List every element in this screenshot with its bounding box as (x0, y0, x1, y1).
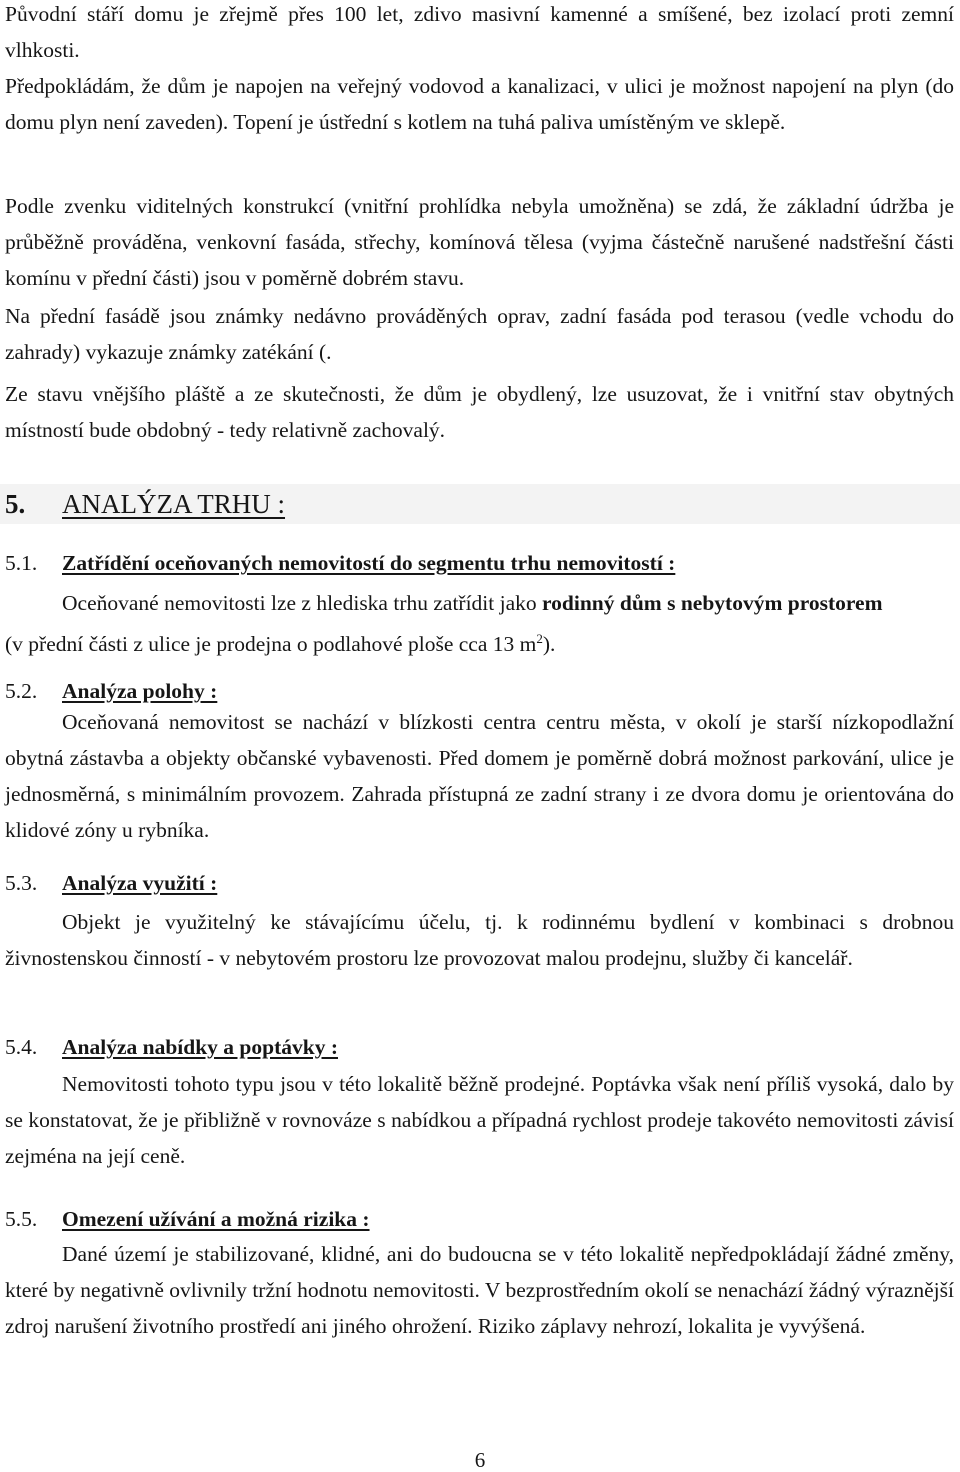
intro-paragraph-3: Podle zvenku viditelných konstrukcí (vnitřní prohlídka nebyla umožněna) se zdá, že základní údržba je průběžně prováděna, venkovní fasáda, střechy, komínová tělesa (vyjma částečně narušené nadstřešní části komínu v přední části) jsou v poměrně dobrém stavu. (5, 194, 954, 290)
section-heading-5-2 (5, 676, 217, 706)
page-number: 6 (474, 1448, 486, 1472)
section-number: 5.3. (5, 871, 38, 895)
chapter-title: ANALÝZA TRHU : (62, 489, 286, 519)
section-5-1-text-continued: (v přední části z ulice je prodejna o podlahové ploše cca 13 $m^2$). (5, 631, 556, 657)
highlighted-classification: rodinný dům s nebytovým prostorem (542, 591, 883, 615)
section-number: 5.4. (5, 1035, 38, 1059)
section-heading-5-3 (5, 868, 217, 898)
section-title: Zatřídění oceňovaných nemovitostí do segmentu trhu nemovitostí : (62, 551, 676, 575)
section-heading-5-1 (5, 548, 675, 578)
section-title: Omezení užívání a možná rizika : (62, 1207, 370, 1231)
intro-paragraph-5: Ze stavu vnějšího pláště a ze skutečnosti, že dům je obydlený, lze usuzovat, že i vnitřní stav obytných místností bude obdobný - tedy relativně zachovalý. (5, 382, 954, 442)
section-title: Analýza polohy : (62, 679, 218, 703)
section-title: Analýza využití : (62, 871, 218, 895)
section-number: 5.1. (5, 551, 38, 575)
chapter-number: 5. (5, 489, 26, 519)
intro-paragraph-2: Předpokládám, že dům je napojen na veřejný vodovod a kanalizaci, v ulici je možnost napojení na plyn (do domu plyn není zaveden). Topení je ústřední s kotlem na tuhá paliva umístěným ve sklepě. (5, 74, 954, 134)
section-number: 5.5. (5, 1207, 38, 1231)
section-5-4-text: Nemovitosti tohoto typu jsou v této lokalitě běžně prodejné. Poptávka však není příliš vysoká, dalo by se konstatovat, že je přibližně v rovnováze s nabídkou a případná rychlost prodeje takovéto nemovitosti závisí zejména na její ceně. (5, 1072, 954, 1168)
intro-paragraph-1: Původní stáří domu je zřejmě přes 100 let, zdivo masivní kamenné a smíšené, bez izolací proti zemní vlhkosti. (5, 2, 954, 62)
intro-paragraph-4: Na přední fasádě jsou známky nedávno prováděných oprav, zadní fasáda pod terasou (vedle vchodu do zahrady) vykazuje známky zatékání (. (5, 304, 954, 364)
section-5-2-text: Oceňovaná nemovitost se nachází v blízkosti centra centru města, v okolí je starší nízkopodlažní obytná zástavba a objekty občanské vybavenosti. Před domem je poměrně dobrá možnost parkování, ulice je jednosměrná, s minimálním provozem. Zahrada přístupná ze zadní strany i ze dvora domu je orientována do klidové zóny u rybníka. (5, 710, 954, 842)
section-title: Analýza nabídky a poptávky : (62, 1035, 338, 1059)
section-5-3-text: Objekt je využitelný ke stávajícímu účelu, tj. k rodinnému bydlení v kombinaci s drobnou živnostenskou činností - v nebytovém prostoru lze provozovat malou prodejnu, služby či kancelář. (5, 910, 954, 970)
section-number: 5.2. (5, 679, 38, 703)
section-heading-5-4 (5, 1032, 338, 1062)
section-5-1-text: Oceňované nemovitosti lze z hlediska trhu zatřídit jako rodinný dům s nebytovým prostorem (62, 591, 883, 615)
section-5-5-text: Dané území je stabilizované, klidné, ani do budoucna se v této lokalitě nepředpokládají žádné změny, které by negativně ovlivnily tržní hodnotu nemovitosti. V bezprostředním okolí se nenachází žádný výraznější zdroj narušení životního prostředí ani jiného ohrožení. Riziko záplavy nehrozí, lokalita je vyvýšená. (5, 1242, 954, 1338)
section-heading-5-5 (5, 1204, 370, 1234)
